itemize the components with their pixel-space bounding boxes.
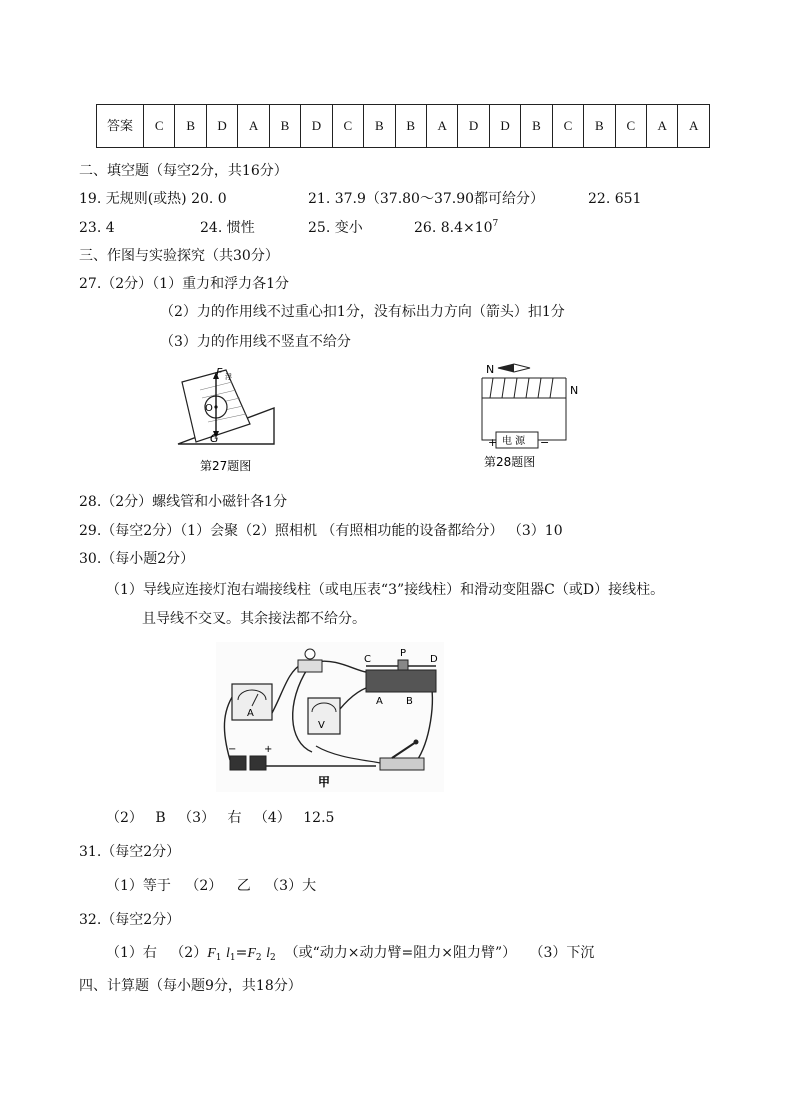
q26-exponent: 7 xyxy=(492,219,499,229)
answer-cell: A xyxy=(238,105,269,148)
label-C: C xyxy=(364,654,371,665)
q23: 23. 4 xyxy=(79,220,115,236)
answer-cell: D xyxy=(489,105,520,148)
answer-cell: B xyxy=(395,105,426,148)
q31-title: 31.（每空2分） xyxy=(79,844,181,860)
label-O: O xyxy=(205,403,213,414)
answer-cell: A xyxy=(647,105,678,148)
answer-cell: B xyxy=(364,105,395,148)
q30-title: 30.（每小题2分） xyxy=(79,551,195,567)
section2-title: 二、填空题（每空2分，共16分） xyxy=(79,163,288,179)
label-P: P xyxy=(400,648,407,659)
figure-28-drawing xyxy=(470,360,582,472)
label-minus: − xyxy=(540,436,550,449)
figure-27-drawing xyxy=(170,362,282,480)
q25: 25. 变小 xyxy=(308,220,363,236)
q32-a2-prefix: （2） xyxy=(170,945,208,961)
answer-row xyxy=(97,105,710,148)
q27-line2: （2）力的作用线不过重心扣1分，没有标出力方向（箭头）扣1分 xyxy=(160,304,565,320)
answer-cell: D xyxy=(301,105,332,148)
answer-header: 答案 xyxy=(97,105,144,148)
q29: 29.（每空2分）（1）会聚（2）照相机 （有照相功能的设备都给分） （3）10 xyxy=(79,523,563,539)
figure-30 xyxy=(216,642,444,792)
label-plus: + xyxy=(488,436,498,449)
label-battery-plus: + xyxy=(264,744,273,755)
q27-line1: 27.（2分）（1）重力和浮力各1分 xyxy=(79,276,289,292)
answer-cell: C xyxy=(144,105,175,148)
label-ammeter: A xyxy=(247,708,254,719)
q28: 28.（2分）螺线管和小磁针各1分 xyxy=(79,494,288,510)
answer-cell: B xyxy=(584,105,615,148)
figure-28-caption: 第28题图 xyxy=(484,455,536,469)
label-voltmeter: V xyxy=(318,720,325,731)
section4-title: 四、计算题（每小题9分，共18分） xyxy=(79,978,302,994)
label-B: B xyxy=(406,696,413,707)
figure-28 xyxy=(470,360,582,472)
label-N-left: N xyxy=(486,363,495,376)
q32-answers: （1）右 $(2)F_1$ $l_1=F_2$ $l_2$ （或“动力×动力臂=阻力×阻力臂”） （3）下沉 xyxy=(106,945,595,963)
q19-q20: 19. 无规则(或热) 20. 0 xyxy=(79,191,227,207)
answer-cell: B xyxy=(521,105,552,148)
figure-27 xyxy=(170,362,282,480)
answer-cell: B xyxy=(175,105,206,148)
q32-a3: （3）下沉 xyxy=(529,945,595,961)
answer-cell: C xyxy=(332,105,363,148)
answer-cell: A xyxy=(426,105,457,148)
answer-cell: D xyxy=(206,105,237,148)
answer-table xyxy=(96,104,710,148)
label-battery-minus: − xyxy=(228,744,237,755)
q30-part1-line1: （1）导线应连接灯泡右端接线柱（或电压表“3”接线柱）和滑动变阻器C（或D）接线柱。 xyxy=(106,582,665,598)
figure-30-drawing xyxy=(216,642,444,792)
label-D: D xyxy=(430,654,438,665)
answer-cell: B xyxy=(269,105,300,148)
label-F: F xyxy=(216,366,223,379)
figure-27-caption: 第27题图 xyxy=(200,459,252,473)
answer-cell: C xyxy=(615,105,646,148)
label-N-right: N xyxy=(570,384,579,397)
q31-answers: （1）等于 （2） 乙 （3）大 xyxy=(106,878,317,894)
q30-part1-line2: 且导线不交叉。其余接法都不给分。 xyxy=(142,611,366,627)
answer-cell: A xyxy=(678,105,710,148)
q30-answers: （2） B （3） 右 （4） 12.5 xyxy=(106,810,335,826)
label-A: A xyxy=(376,696,383,707)
figure-30-caption: 甲 xyxy=(318,775,331,789)
q32-a1: （1）右 xyxy=(106,945,157,961)
label-G: G xyxy=(210,432,219,445)
label-F-sub: 浮 xyxy=(225,373,232,381)
q32-title: 32.（每空2分） xyxy=(79,912,181,928)
q22: 22. 651 xyxy=(588,191,642,207)
q24: 24. 惯性 xyxy=(200,220,255,236)
q32-a2-suffix: （或“动力×动力臂=阻力×阻力臂”） xyxy=(284,945,517,961)
q21: 21. 37.9（37.80～37.90都可给分） xyxy=(308,191,545,207)
q26: 26. $8.4\times 10^7$ xyxy=(414,219,499,236)
label-power: 电 源 xyxy=(502,436,526,447)
section3-title: 三、作图与实验探究（共30分） xyxy=(79,248,279,264)
answer-cell: C xyxy=(552,105,583,148)
q27-line3: （3）力的作用线不竖直不给分 xyxy=(160,334,351,350)
answer-cell: D xyxy=(458,105,489,148)
